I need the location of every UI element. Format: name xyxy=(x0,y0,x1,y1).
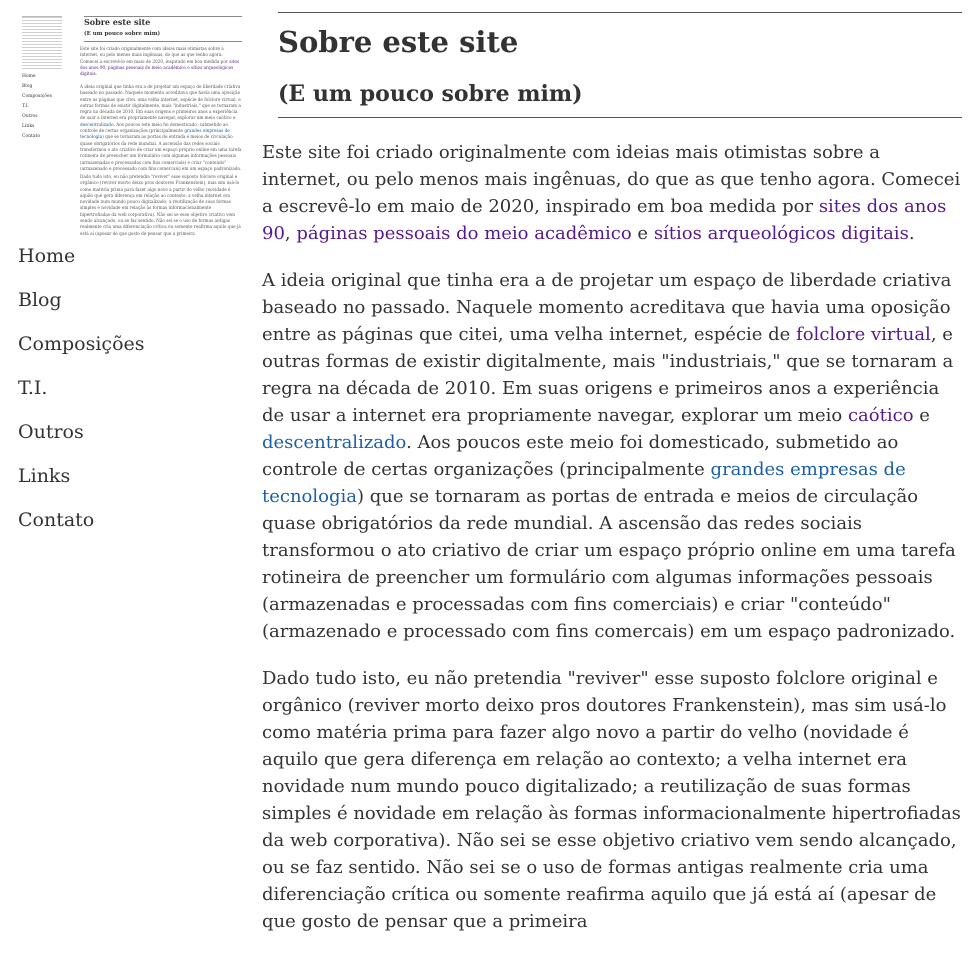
paragraph-original-idea xyxy=(262,267,964,645)
link-paginas-pessoais[interactable]: páginas pessoais do meio acadêmico xyxy=(296,223,632,244)
thumbnail-paragraph: A ideia original que tinha era a de projetar um espaço de liberdade criativa baseado no passado. Naquele momento acreditava que havia uma oposição entre as páginas que citei, uma velha internet, espécie de folclore virtual, e outras formas de existir digitalmente, mais "industriais," que se tornaram a regra na década de 2010. Em suas origens e primeiros anos a experiência de usar a internet era propriamente navegar, explorar um meio caótico e descentralizado. Aos poucos este meio foi domesticado, submetido ao controle de certas organizações (principalmente grandes empresas de tecnologia) que se tornaram as portas de entrada e meios de circulação quase obrigatórios da rede mundial. A ascensão das redes sociais transformou o ato criativo de criar um espaço próprio online em uma tarefa rotineira de preencher um formulário com algumas informações pessoais (armazenadas e processadas com fins comerciais) e criar "conteúdo" (armazenado e processado com fins comercais) em um espaço padronizado. xyxy=(80,84,242,171)
paragraph-text: e xyxy=(631,223,654,244)
sidebar xyxy=(0,0,250,900)
thumbnail-nav-item: Links xyxy=(22,124,35,129)
paragraph-text: ) que se tornaram as portas de entrada e meios de circulação quase obrigatórios da rede mundial. A ascensão das redes sociais transformou o ato criativo de criar um espaço próprio online em uma tarefa rotineira de preencher um formulário com algumas informações pessoais (armazenadas e processadas com fins comerciais) e criar "conteúdo" (armazenado e processado com fins comercais) em um espaço padronizado. xyxy=(262,486,956,642)
article-body xyxy=(262,139,964,955)
paragraph-text: . Aos poucos este meio foi domesticado, submetido ao controle de certas organizações (principalmente xyxy=(262,432,899,480)
link-sitios-arqueologicos[interactable]: sítios arqueológicos digitais xyxy=(653,223,909,244)
thumbnail-paragraph: Este site foi criado originalmente com ideias mais otimistas sobre a internet, ou pelo menos mais ingênuas, do que as que tenho agora. Comecei a escrevê-lo em maio de 2020, inspirado em boa medida por sites dos anos 90, páginas pessoais do meio acadêmico e sítios arqueológicos digitais. xyxy=(80,46,240,77)
link-descentralizado[interactable]: descentralizado xyxy=(262,432,407,453)
thumbnail-sidebar xyxy=(20,14,76,226)
nav-item-composicoes[interactable]: Composições xyxy=(18,333,145,355)
nav-item-blog[interactable]: Blog xyxy=(18,289,62,311)
paragraph-text: , xyxy=(284,223,297,244)
paragraph-text: A ideia original que tinha era a de projetar um espaço de liberdade criativa baseado no passado. Naquele momento acreditava que havia uma oposição entre as páginas que citei, uma velha internet, espécie de xyxy=(262,270,952,345)
site-thumbnail-image xyxy=(20,14,242,236)
link-grandes-empresas[interactable]: grandes empresas de tecnologia xyxy=(262,459,906,507)
thumbnail-nav-item: Blog xyxy=(22,84,33,89)
link-folclore-virtual[interactable]: folclore virtual xyxy=(796,324,931,345)
thumbnail-nav-item: Composições xyxy=(22,94,52,99)
page-title: Sobre este site xyxy=(278,25,519,59)
paragraph-text: e xyxy=(913,405,930,426)
link-caotico[interactable]: caótico xyxy=(847,405,914,426)
paragraph-intro xyxy=(262,139,964,247)
paragraph-text: , e outras formas de existir digitalmente, mais "industriais," que se tornaram a regra na década de 2010. Em suas origens e primeiros anos a experiência de usar a internet era propriamente navegar, explorar um meio xyxy=(262,324,954,426)
paragraph-text: Este site foi criado originalmente com ideias mais otimistas sobre a internet, ou pelo menos mais ingênuas, do que as que tenho agora. Comecei a escrevê-lo em maio de 2020, inspirado em boa medida por xyxy=(262,142,961,217)
nav-item-links[interactable]: Links xyxy=(18,465,71,487)
thumbnail-rule xyxy=(84,41,242,42)
link-sites-anos-90[interactable]: sites dos anos 90 xyxy=(262,196,947,244)
thumbnail-main xyxy=(80,14,242,236)
thumbnail-title: Sobre este site xyxy=(84,17,151,27)
nav-item-outros[interactable]: Outros xyxy=(18,421,84,443)
thumbnail-nav-item: Home xyxy=(22,74,36,79)
thumbnail-mini-image xyxy=(22,16,62,69)
thumbnail-nav-item: Outros xyxy=(22,114,38,119)
thumbnail-nav xyxy=(22,72,76,142)
paragraph-conclusion: Dado tudo isto, eu não pretendia "reviver" esse suposto folclore original e orgânico (reviver morto deixo pros doutores Frankenstein), mas sim usá-lo como matéria prima para fazer algo novo a partir do velho (novidade é aquilo que gera diferença em relação ao contexto; a velha internet era novidade num mundo pouco digitalizado; a reutilização de suas formas simples é novidade em relação às formas informacionalmente hipertrofiadas da web corporativa). Não sei se esse objetivo criativo vem sendo alcançado, ou se faz sentido. Não sei se o uso de formas antigas realmente cria uma diferenciação crítica ou somente reafirma aquilo que já está aí (apesar de que gosto de pensar que a primeira xyxy=(262,668,961,932)
nav-item-home[interactable]: Home xyxy=(18,245,76,267)
main-nav xyxy=(18,240,145,548)
paragraph-text: . xyxy=(908,223,915,244)
nav-item-ti[interactable]: T.I. xyxy=(18,377,48,399)
thumbnail-paragraph: Dado tudo isto, eu não pretendia "reviver" esse suposto folclore original e orgânico (reviver morto deixo pros doutores Frankenstein), mas sim usá-lo como matéria prima para fazer algo novo a partir do velho (novidade é aquilo que gera diferença em relação ao contexto; a velha internet era novidade num mundo pouco digitalizado; a reutilização de suas formas simples é novidade em relação às formas informacionalmente hipertrofiadas da web corporativa). Não sei se esse objetivo criativo vem sendo alcançado, ou se faz sentido. Não sei se o uso de formas antigas realmente cria uma diferenciação crítica ou somente reafirma aquilo que já está aí (apesar de que gosto de pensar que a primeira xyxy=(80,174,241,236)
thumbnail-subtitle: (E um pouco sobre mim) xyxy=(84,31,161,37)
nav-item-contato[interactable]: Contato xyxy=(18,509,95,531)
header-top-rule xyxy=(278,12,962,13)
page-subtitle: (E um pouco sobre mim) xyxy=(278,81,583,107)
thumbnail-nav-item: T.I. xyxy=(22,104,29,109)
header-bottom-rule xyxy=(278,117,962,118)
thumbnail-nav-item: Contato xyxy=(22,134,41,139)
